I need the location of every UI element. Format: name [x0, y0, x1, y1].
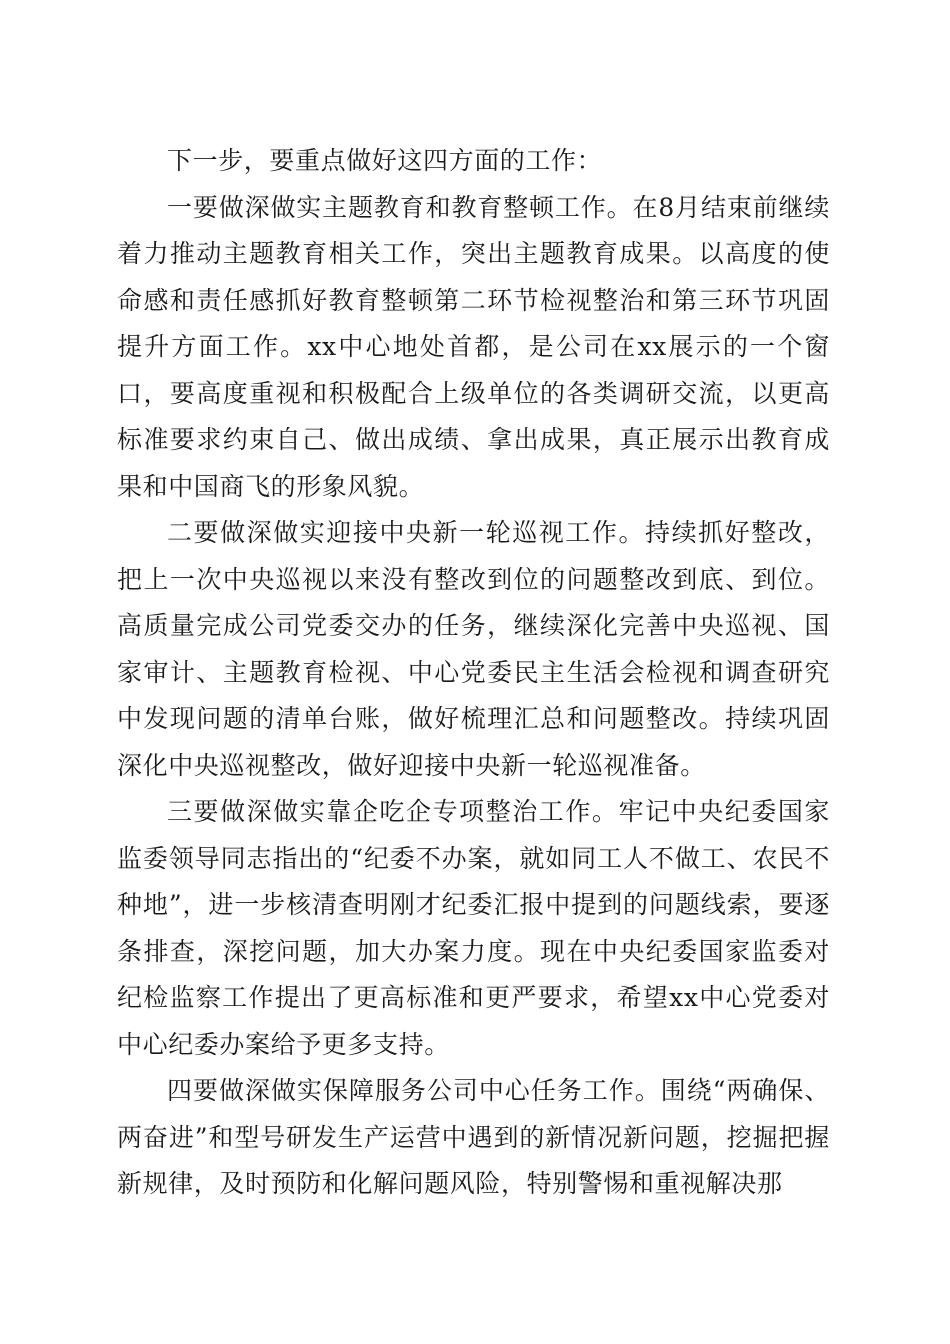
paragraph-point-1: 一要做深做实主题教育和教育整顿工作。在8月结束前继续着力推动主题教育相关工作，突出主题教育成果。以高度的使命感和责任感抓好教育整顿第二环节检视整治和第三环节巩固提升方面工作。xx中心地处首都，是公司在xx展示的一个窗口，要高度重视和积极配合上级单位的各类调研交流，以更高标准要求约束自己、做出成绩、拿出成果，真正展示出教育成果和中国商飞的形象风貌。: [117, 192, 830, 501]
paragraph-intro: 下一步，要重点做好这四方面的工作：: [167, 146, 603, 175]
paragraph-point-4: 四要做深做实保障服务公司中心任务工作。围绕“两确保、两奋进”和型号研发生产运营中遇到的新情况新问题，挖掘把握新规律，及时预防和化解问题风险，特别警惕和重视解决那: [117, 1076, 830, 1198]
paragraph-point-3: 三要做深做实靠企吃企专项整治工作。牢记中央纪委国家监委领导同志指出的“纪委不办案，就如同工人不做工、农民不种地”，进一步核清查明刚才纪委汇报中提到的问题线索，要逐条排查，深挖问题，加大办案力度。现在中央纪委国家监委对纪检监察工作提出了更高标准和更严要求，希望xx中心党委对中心纪委办案给予更多支持。: [117, 797, 830, 1059]
paragraph-point-2: 二要做深做实迎接中央新一轮巡视工作。持续抓好整改，把上一次中央巡视以来没有整改到位的问题整改到底、到位。高质量完成公司党委交办的任务，继续深化完善中央巡视、国家审计、主题教育检视、中心党委民主生活会检视和调查研究中发现问题的清单台账，做好梳理汇总和问题整改。持续巩固深化中央巡视整改，做好迎接中央新一轮巡视准备。: [117, 518, 830, 780]
document-body: [117, 138, 830, 1208]
